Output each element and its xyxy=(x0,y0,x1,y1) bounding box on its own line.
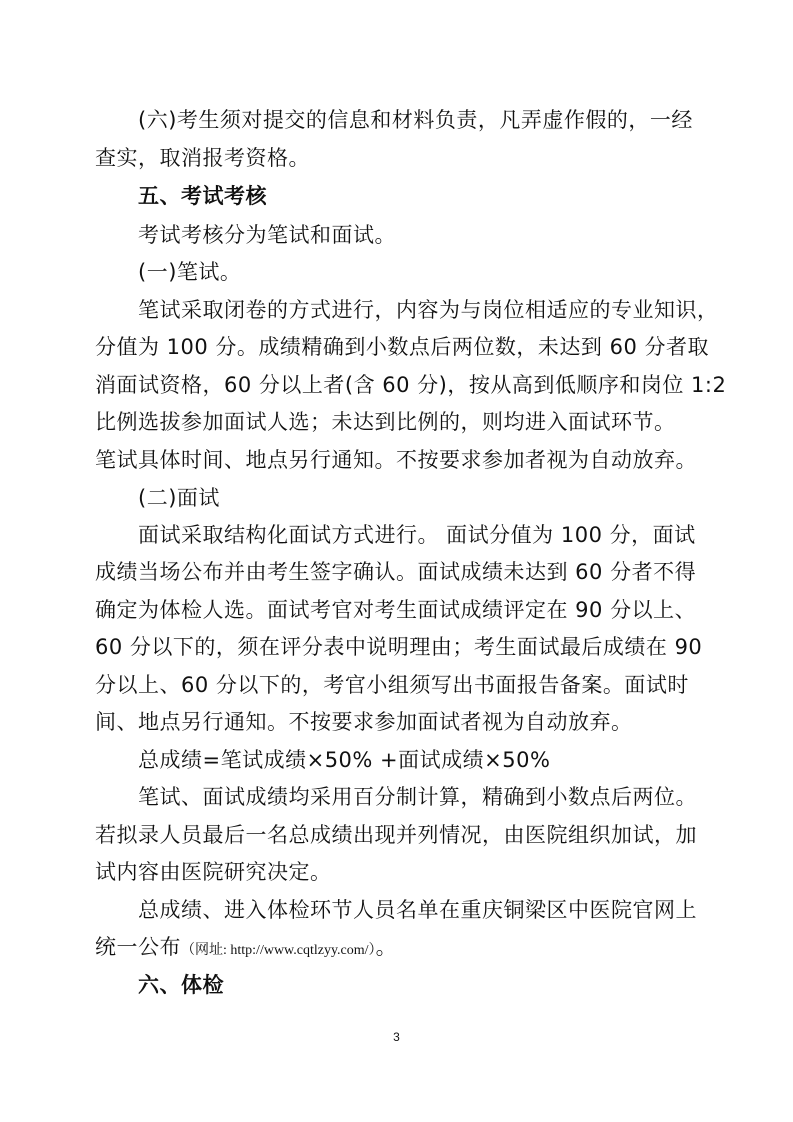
paragraph-line: 笔试具体时间、地点另行通知。不按要求参加者视为自动放弃。 xyxy=(95,448,697,472)
paragraph-line: 确定为体检人选。面试考官对考生面试成绩评定在 90 分以上、 xyxy=(95,598,697,622)
paragraph-line: 面试采取结构化面试方式进行。 面试分值为 100 分，面试 xyxy=(138,523,696,547)
paragraph-line: 消面试资格，60 分以上者(含 60 分)，按从高到低顺序和岗位 1:2 xyxy=(95,373,727,397)
paragraph-line xyxy=(95,934,705,964)
paragraph-line: 考试考核分为笔试和面试。 xyxy=(138,223,396,247)
paragraph-line: 比例选拔参加面试人选；未达到比例的，则均进入面试环节。 xyxy=(95,410,676,434)
formula-line: 总成绩=笔试成绩×50% +面试成绩×50% xyxy=(138,748,551,772)
paragraph-text: 统一公布 xyxy=(95,935,181,959)
paragraph-line: 分值为 100 分。成绩精确到小数点后两位数，未达到 60 分者取 xyxy=(95,335,710,359)
section-heading: 五、考试考核 xyxy=(138,184,267,208)
section-heading: 六、体检 xyxy=(138,973,224,997)
paragraph-line: 若拟录人员最后一名总成绩出现并列情况，由医院组织加试，加 xyxy=(95,823,697,847)
subsection-heading: (一)笔试。 xyxy=(138,260,242,284)
paragraph-end: 。 xyxy=(375,935,398,959)
paragraph-line: 成绩当场公布并由考生签字确认。面试成绩未达到 60 分者不得 xyxy=(95,560,697,584)
paragraph-line: 分以上、60 分以下的，考官小组须写出书面报告备案。面试时 xyxy=(95,673,689,697)
paragraph-line: 间、地点另行通知。不按要求参加面试者视为自动放弃。 xyxy=(95,710,633,734)
subsection-heading: (二)面试 xyxy=(138,486,220,510)
website-url: （网址: http://www.cqtlzyy.com/） xyxy=(181,943,376,958)
page-number: 3 xyxy=(393,1030,400,1044)
paragraph-line: 查实，取消报考资格。 xyxy=(95,146,310,170)
paragraph-line: 总成绩、进入体检环节人员名单在重庆铜梁区中医院官网上 xyxy=(138,898,697,922)
paragraph-line: 笔试采取闭卷的方式进行，内容为与岗位相适应的专业知识， xyxy=(138,298,719,322)
paragraph-line: (六)考生须对提交的信息和材料负责，凡弄虚作假的，一经 xyxy=(138,108,693,132)
paragraph-line: 60 分以下的，须在评分表中说明理由；考生面试最后成绩在 90 xyxy=(95,635,703,659)
paragraph-line: 试内容由医院研究决定。 xyxy=(95,860,332,884)
paragraph-line: 笔试、面试成绩均采用百分制计算，精确到小数点后两位。 xyxy=(138,785,697,809)
